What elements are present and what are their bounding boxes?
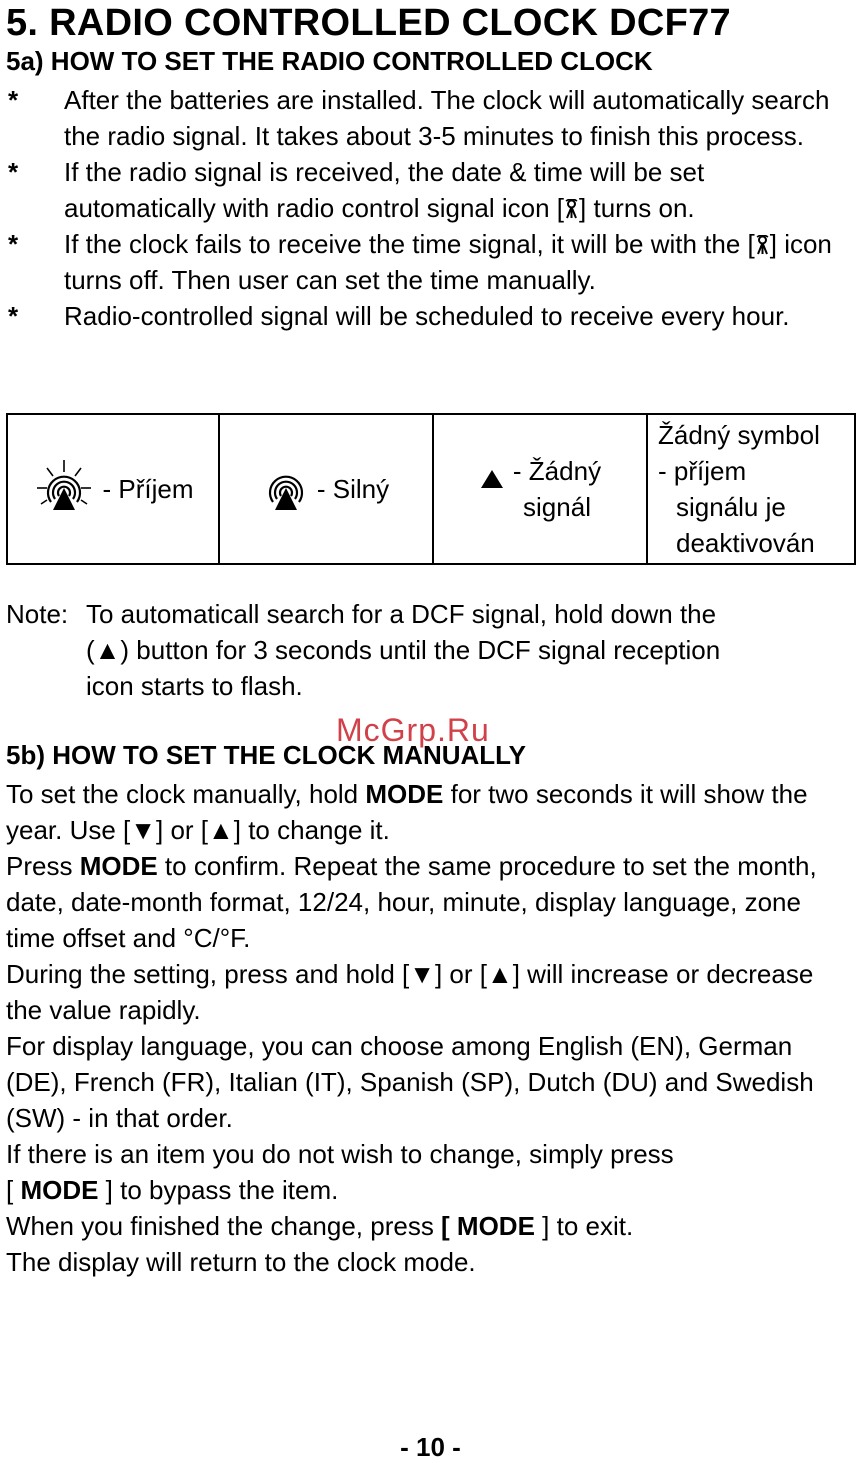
radio-signal-receiving-icon [33,458,95,520]
legend-cell-receiving [7,414,219,564]
antenna-icon [564,199,579,219]
legend-label: - Žádný [512,456,602,486]
bullet-text-part: ] turns on. [579,193,695,223]
bullet-marker: * [8,229,19,259]
paragraph: For display language, you can choose among English (EN), German (DE), French (FR), Italian (IT), Spanish (SP), Dutch (DU) and Swedish (SW) - in that order. [6,1031,814,1133]
legend-label: Žádný symbol [658,420,820,450]
legend-label: signálu je [676,492,786,522]
legend-label: - Příjem [102,473,194,504]
note-text: icon starts to flash. [86,671,303,701]
bullet-text: After the batteries are installed. The clock will automatically search the radio signal. It takes about 3-5 minutes to finish this process. [64,85,830,151]
list-item [6,82,856,154]
list-item [6,154,856,226]
note-text: To automaticall search for a DCF signal, hold down the [86,599,717,629]
legend-label: signál [523,492,591,522]
page-title: 5. RADIO CONTROLLED CLOCK DCF77 [6,2,731,44]
section-b-body [6,776,856,1280]
paragraph: Press MODE to confirm. Repeat the same procedure to set the month, date, date-month format, 12/24, hour, minute, display language, zone time offset and °C/°F. [6,851,817,953]
paragraph: The display will return to the clock mode. [6,1247,476,1277]
radio-tower-icon [479,468,505,490]
paragraph: If there is an item you do not wish to change, simply press [6,1139,674,1169]
table-row [7,414,855,564]
bullet-text: Radio-controlled signal will be scheduled to receive every hour. [64,301,790,331]
bullet-text-part: If the radio signal is received, the date & time will be set automatically with radio control signal icon [ [64,157,705,223]
paragraph: [ MODE ] to bypass the item. [6,1175,339,1205]
list-item [6,226,856,298]
legend-cell-no-signal [433,414,647,564]
paragraph: During the setting, press and hold [▼] or [▲] will increase or decrease the value rapidly. [6,959,814,1025]
legend-cell-strong [219,414,433,564]
note-text: (▲) button for 3 seconds until the DCF signal reception [86,635,721,665]
legend-label: deaktivován [676,528,815,558]
bullet-marker: * [8,85,19,115]
paragraph: To set the clock manually, hold MODE for two seconds it will show the year. Use [▼] or [▲] to change it. [6,779,808,845]
legend-label: - příjem [658,456,747,486]
section-b-heading: 5b) HOW TO SET THE CLOCK MANUALLY [6,740,526,770]
radio-signal-strong-icon [263,466,309,512]
paragraph: When you finished the change, press [ MODE ] to exit. [6,1211,634,1241]
antenna-icon [755,235,770,255]
section-a-bullets [6,82,856,334]
bullet-marker: * [8,157,19,187]
bullet-text [64,154,856,226]
signal-legend-table [6,413,856,565]
page-number: - 10 - [400,1432,461,1462]
note-block [6,596,856,704]
bullet-text-part: ] icon turns off. Then user can set the time manually. [64,229,832,295]
section-a-heading: 5a) HOW TO SET THE RADIO CONTROLLED CLOCK [6,46,653,76]
bullet-text [64,226,856,298]
legend-cell-no-symbol [647,414,855,564]
bullet-marker: * [8,301,19,331]
note-label: Note: [6,599,69,629]
bullet-text-part: If the clock fails to receive the time signal, it will be with the [ [64,229,755,259]
watermark: McGrp.Ru [336,712,490,748]
legend-label: - Silný [316,473,390,504]
list-item [6,298,856,334]
